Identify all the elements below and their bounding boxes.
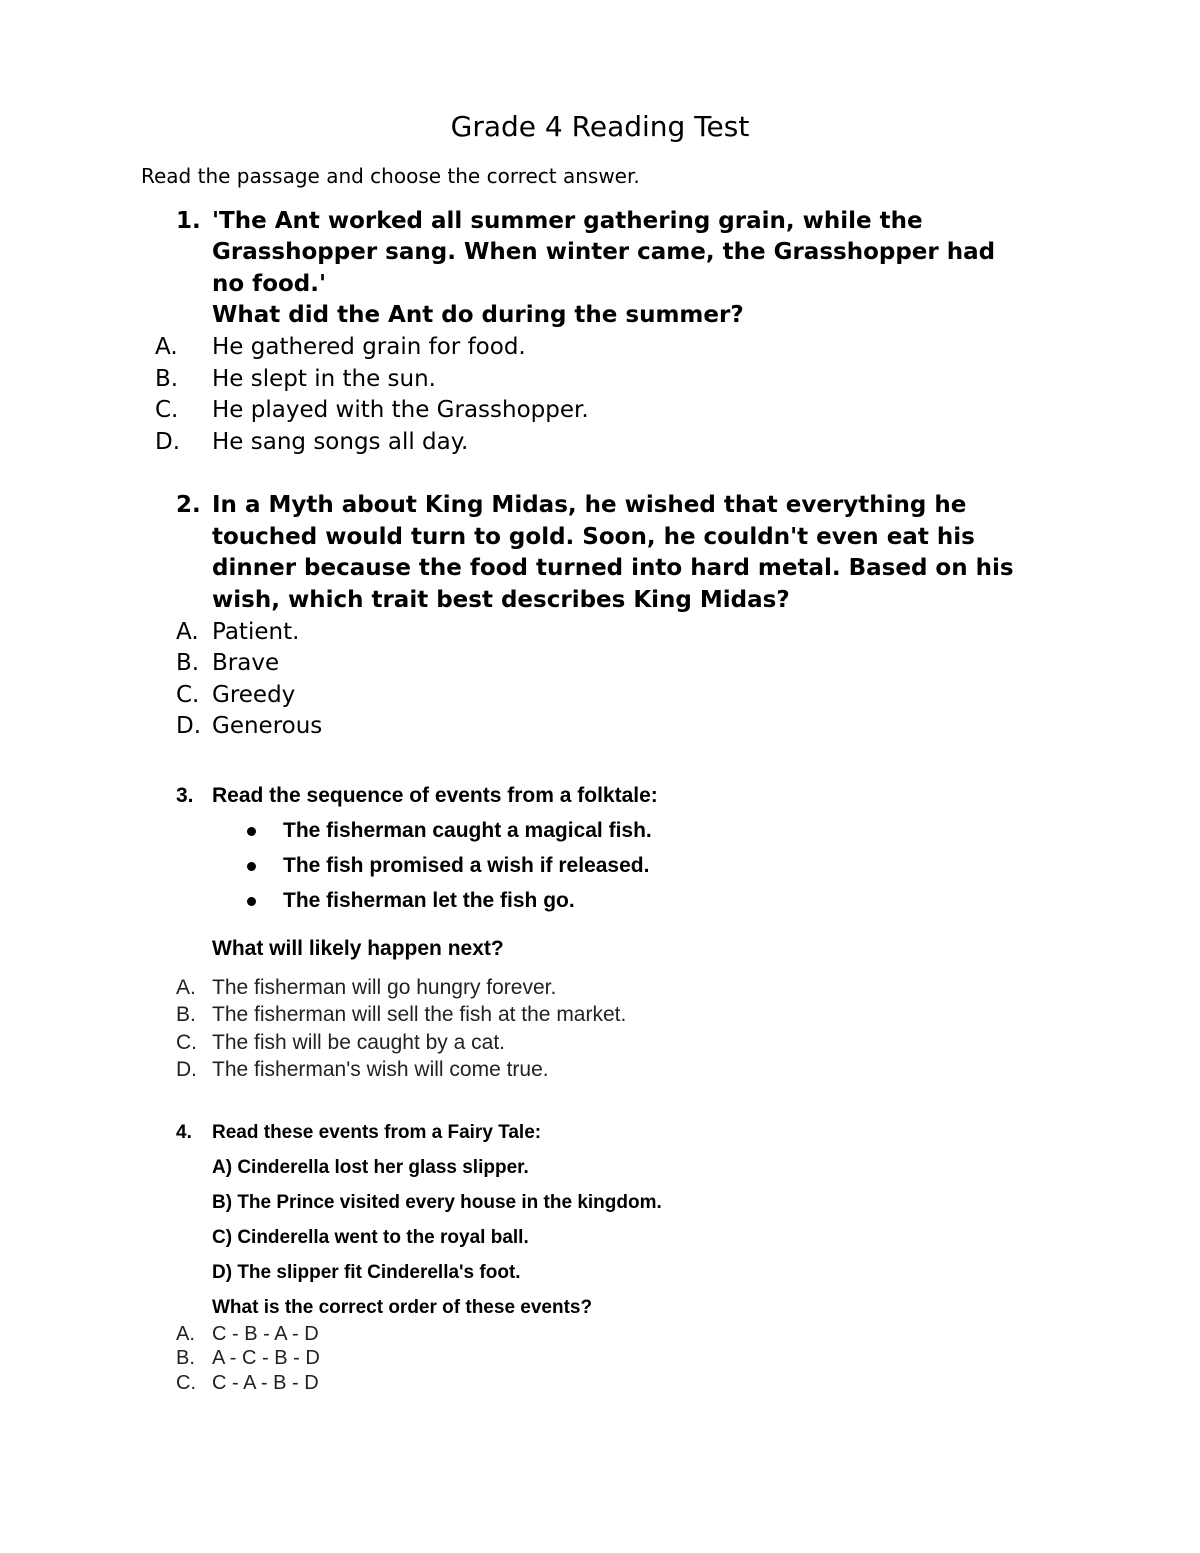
option-letter: A.	[176, 976, 196, 999]
question-text-line: What did the Ant do during the summer?	[212, 302, 744, 328]
question-text-line: touched would turn to gold. Soon, he couldn't even eat his	[212, 524, 975, 550]
option-text[interactable]: A - C - B - D	[212, 1347, 320, 1369]
question-text: What will likely happen next?	[212, 937, 504, 960]
option-letter: C.	[155, 397, 179, 423]
bullet-text: The fisherman let the fish go.	[283, 889, 575, 912]
option-text[interactable]: He slept in the sun.	[212, 366, 436, 392]
question-prompt: Read these events from a Fairy Tale:	[212, 1122, 542, 1143]
bullet-icon	[247, 827, 256, 836]
option-letter: B.	[176, 1347, 195, 1369]
question-number: 3.	[176, 784, 194, 807]
bullet-text: The fish promised a wish if released.	[283, 854, 650, 877]
option-text[interactable]: Greedy	[212, 682, 296, 708]
bullet-icon	[247, 862, 256, 871]
option-letter: D.	[176, 713, 202, 739]
option-letter: A.	[176, 1323, 195, 1345]
question-text-line: In a Myth about King Midas, he wished that everything he	[212, 492, 967, 518]
question-number: 1.	[176, 208, 201, 234]
option-letter: B.	[176, 1003, 196, 1026]
option-text[interactable]: He played with the Grasshopper.	[212, 397, 589, 423]
question-text-line: Grasshopper sang. When winter came, the Grasshopper had	[212, 239, 996, 265]
option-text[interactable]: C - B - A - D	[212, 1323, 319, 1345]
option-text[interactable]: The fisherman's wish will come true.	[212, 1058, 549, 1081]
option-letter: D.	[155, 429, 181, 455]
bullet-icon	[247, 897, 256, 906]
question-text-line: wish, which trait best describes King Midas?	[212, 587, 790, 613]
event-item: B) The Prince visited every house in the kingdom.	[212, 1192, 662, 1213]
option-letter: C.	[176, 1372, 196, 1394]
option-letter: C.	[176, 1031, 197, 1054]
option-text[interactable]: Brave	[212, 650, 280, 676]
question-text-line: dinner because the food turned into hard metal. Based on his	[212, 555, 1014, 581]
question-text-line: 'The Ant worked all summer gathering grain, while the	[212, 208, 923, 234]
option-text[interactable]: Generous	[212, 713, 323, 739]
option-letter: B.	[155, 366, 179, 392]
page-title: Grade 4 Reading Test	[450, 110, 750, 143]
option-letter: A.	[155, 334, 178, 360]
option-text[interactable]: C - A - B - D	[212, 1372, 319, 1394]
event-item: A) Cinderella lost her glass slipper.	[212, 1157, 529, 1178]
option-letter: C.	[176, 682, 200, 708]
option-text[interactable]: He sang songs all day.	[212, 429, 469, 455]
option-text[interactable]: The fish will be caught by a cat.	[212, 1031, 505, 1054]
option-text[interactable]: The fisherman will sell the fish at the market.	[212, 1003, 627, 1026]
question-number: 4.	[176, 1122, 192, 1143]
question-text: What is the correct order of these events?	[212, 1297, 593, 1318]
option-letter: A.	[176, 619, 199, 645]
question-prompt: Read the sequence of events from a folktale:	[212, 784, 658, 807]
event-item: C) Cinderella went to the royal ball.	[212, 1227, 529, 1248]
option-text[interactable]: Patient.	[212, 619, 300, 645]
option-text[interactable]: He gathered grain for food.	[212, 334, 526, 360]
event-item: D) The slipper fit Cinderella's foot.	[212, 1262, 521, 1283]
question-text-line: no food.'	[212, 271, 327, 297]
option-letter: B.	[176, 650, 200, 676]
bullet-text: The fisherman caught a magical fish.	[283, 819, 652, 842]
option-text[interactable]: The fisherman will go hungry forever.	[212, 976, 557, 999]
instructions: Read the passage and choose the correct answer.	[141, 164, 640, 188]
question-number: 2.	[176, 492, 201, 518]
option-letter: D.	[176, 1058, 197, 1081]
